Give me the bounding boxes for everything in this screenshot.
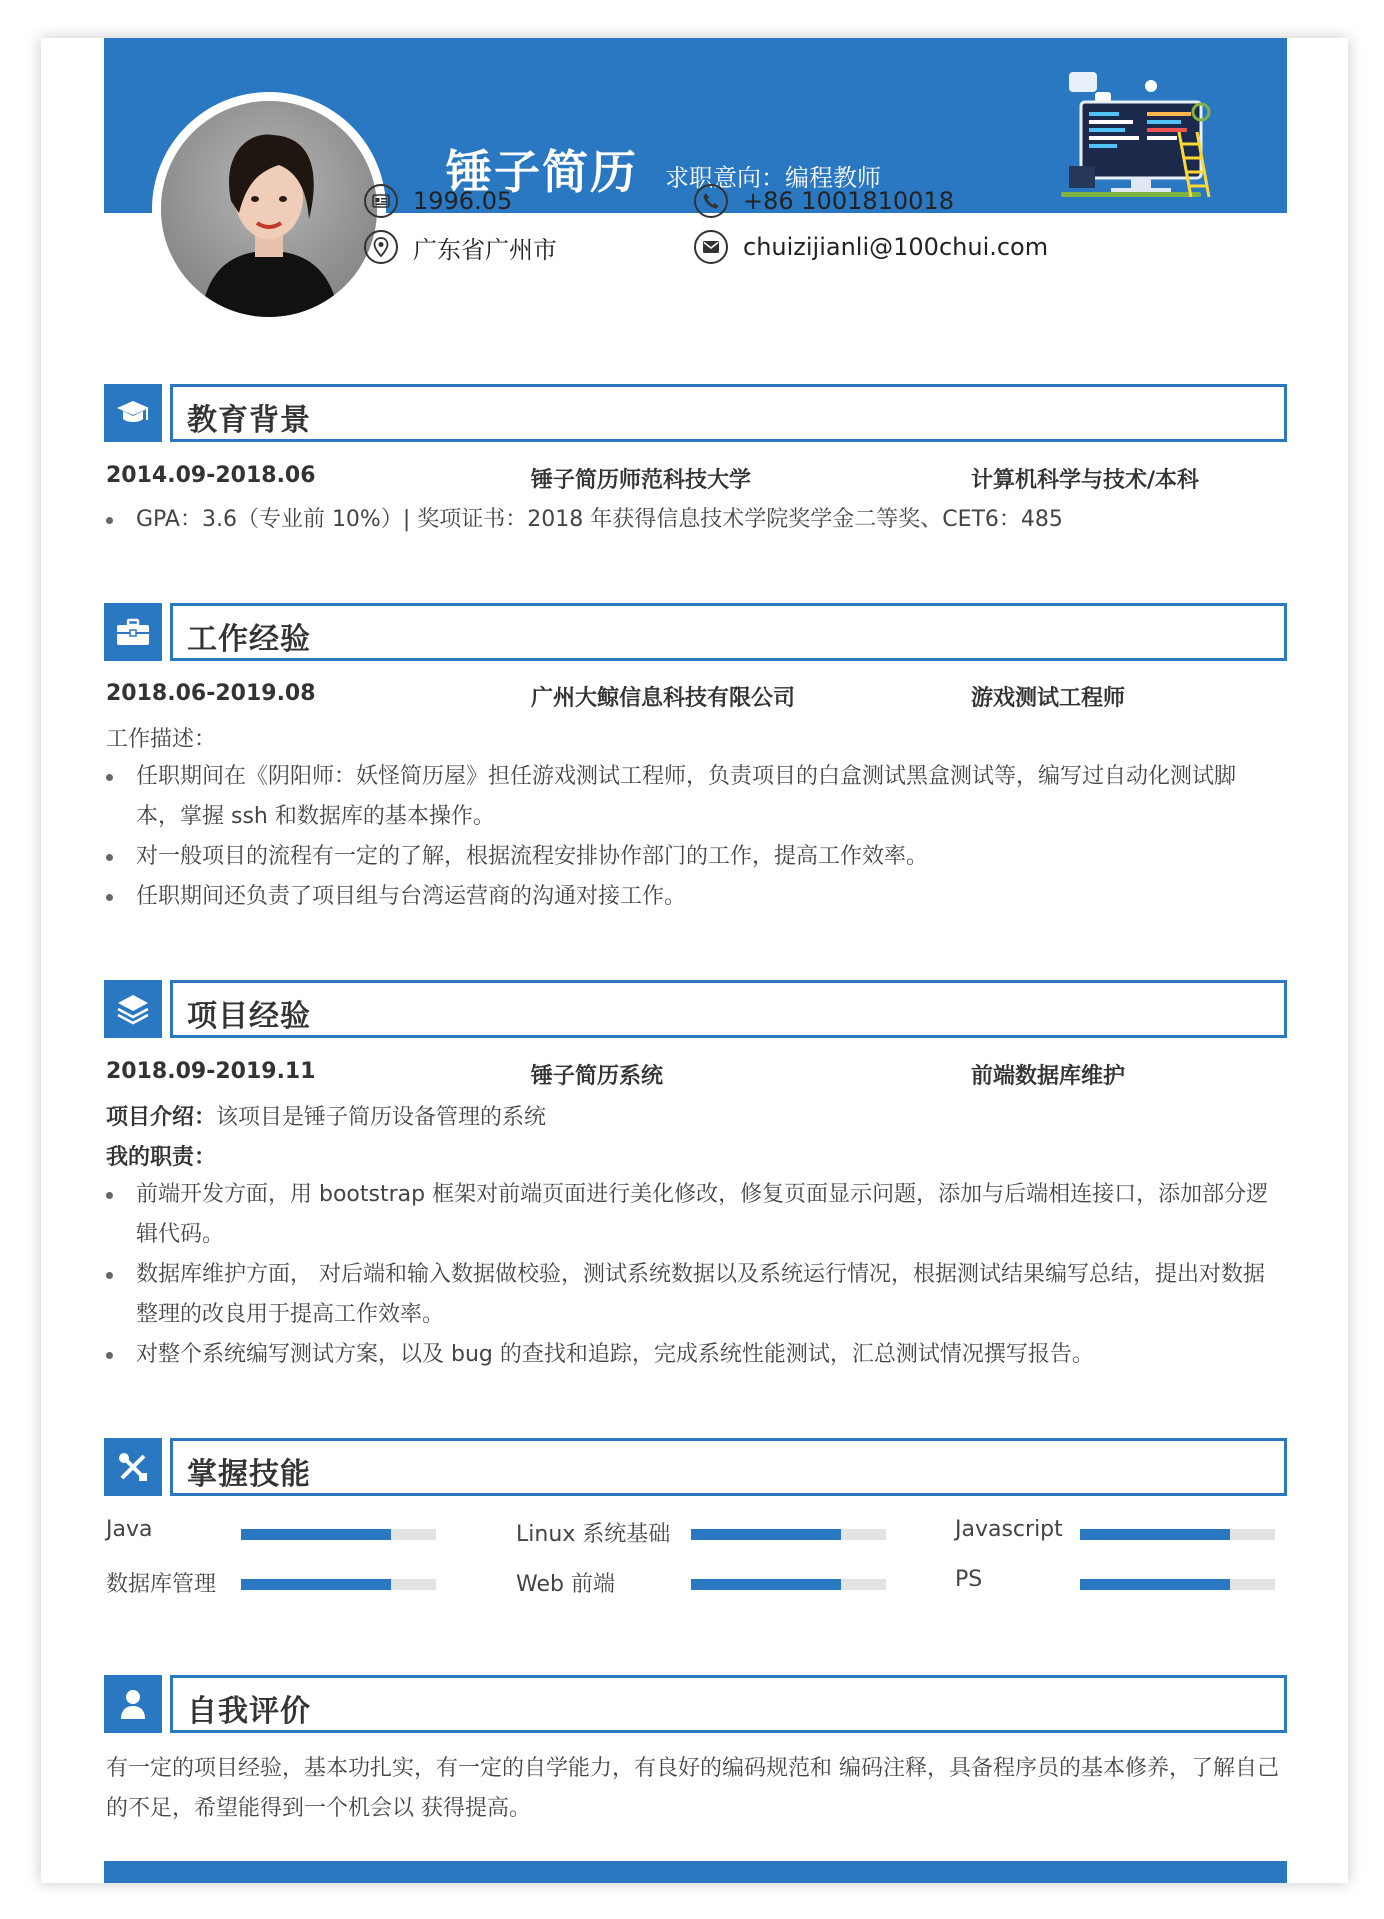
self-eval-text: 有一定的项目经验，基本功扎实，有一定的自学能力，有良好的编码规范和 编码注释，具备程序员的基本修养，了解自己的不足，希望能得到一个机会以 获得提高。 xyxy=(106,1756,1279,1821)
user-icon xyxy=(104,1675,162,1733)
briefcase-icon xyxy=(104,603,162,661)
list-item: 对整个系统编写测试方案，以及 bug 的查找和追踪，完成系统性能测试，汇总测试情况撰写报告。 xyxy=(106,1335,1276,1375)
section-title: 工作经验 xyxy=(187,622,311,657)
section-work xyxy=(104,603,1287,661)
skill-bar xyxy=(1080,1529,1275,1540)
education-date: 2014.09-2018.06 xyxy=(106,463,316,488)
section-skills xyxy=(104,1438,1287,1496)
list-item: 任职期间在《阴阳师：妖怪简历屋》担任游戏测试工程师，负责项目的白盒测试黑盒测试等，编写过自动化测试脚本，掌握 ssh 和数据库的基本操作。 xyxy=(106,757,1276,837)
layers-icon xyxy=(104,980,162,1038)
skill-item: Javascript xyxy=(955,1515,1305,1549)
section-education xyxy=(104,384,1287,442)
project-row xyxy=(106,1057,1286,1091)
portrait-photo xyxy=(161,101,377,317)
avatar-frame xyxy=(152,92,386,326)
project-role: 前端数据库维护 xyxy=(971,1064,1126,1089)
work-row xyxy=(106,679,1286,713)
graduation-cap-icon xyxy=(104,384,162,442)
email-address: chuizijianli@100chui.com xyxy=(743,233,1049,261)
location: 广东省广州市 xyxy=(413,235,557,264)
skill-item: 数据库管理 xyxy=(106,1565,456,1599)
skill-bar xyxy=(241,1529,436,1540)
list-item: 数据库维护方面， 对后端和输入数据做校验，测试系统数据以及系统运行情况，根据测试结果编写总结，提出对数据整理的改良用于提高工作效率。 xyxy=(106,1255,1276,1335)
job-role: 游戏测试工程师 xyxy=(971,686,1126,711)
id-card-icon xyxy=(364,184,398,218)
list-item: GPA：3.6（专业前 10%）| 奖项证书：2018 年获得信息技术学院奖学金二等奖、CET6：485 xyxy=(106,500,1276,540)
work-desc-label: 工作描述： xyxy=(106,727,217,752)
section-title: 项目经验 xyxy=(187,999,311,1034)
avatar xyxy=(161,101,377,317)
skill-item: Linux 系统基础 xyxy=(516,1515,866,1549)
skill-bar xyxy=(1080,1579,1275,1590)
location-pin-icon xyxy=(364,230,398,264)
list-item: 任职期间还负责了项目组与台湾运营商的沟通对接工作。 xyxy=(106,877,1276,917)
info-phone xyxy=(694,181,954,221)
school-name: 锤子简历师范科技大学 xyxy=(531,468,752,493)
birth-date: 1996.05 xyxy=(413,187,513,215)
coding-illustration xyxy=(1051,62,1226,207)
info-email xyxy=(694,227,1048,267)
education-row xyxy=(106,461,1286,495)
section-title: 教育背景 xyxy=(187,403,311,438)
info-birth xyxy=(364,181,512,221)
company-name: 广州大鲸信息科技有限公司 xyxy=(531,686,796,711)
info-location xyxy=(364,227,557,267)
tools-icon xyxy=(104,1438,162,1496)
work-date: 2018.06-2019.08 xyxy=(106,681,316,706)
skill-bar xyxy=(241,1579,436,1590)
section-title: 自我评价 xyxy=(187,1694,311,1729)
section-project xyxy=(104,980,1287,1038)
major: 计算机科学与技术/本科 xyxy=(971,468,1200,493)
skill-item: PS xyxy=(955,1565,1305,1599)
skill-bar xyxy=(691,1529,886,1540)
section-title: 掌握技能 xyxy=(187,1457,311,1492)
email-icon xyxy=(694,230,728,264)
job-intent: 求职意向：编程教师 xyxy=(665,164,881,192)
list-item: 对一般项目的流程有一定的了解，根据流程安排协作部门的工作，提高工作效率。 xyxy=(106,837,1276,877)
list-item: 前端开发方面，用 bootstrap 框架对前端页面进行美化修改，修复页面显示问题，添加与后端相连接口，添加部分逻辑代码。 xyxy=(106,1175,1276,1255)
skill-item: Java xyxy=(106,1515,456,1549)
project-intro: 项目介绍：该项目是锤子简历设备管理的系统 xyxy=(106,1105,547,1130)
phone-number: +86 1001810018 xyxy=(743,187,954,215)
phone-icon xyxy=(694,184,728,218)
project-date: 2018.09-2019.11 xyxy=(106,1059,316,1084)
footer-band xyxy=(104,1861,1287,1883)
skill-item: Web 前端 xyxy=(516,1565,866,1599)
skill-bar xyxy=(691,1579,886,1590)
project-duty-label: 我的职责： xyxy=(106,1145,217,1170)
project-name: 锤子简历系统 xyxy=(531,1064,664,1089)
section-self-eval xyxy=(104,1675,1287,1733)
resume-page xyxy=(41,38,1348,1883)
candidate-name: 锤子简历 xyxy=(446,145,638,199)
